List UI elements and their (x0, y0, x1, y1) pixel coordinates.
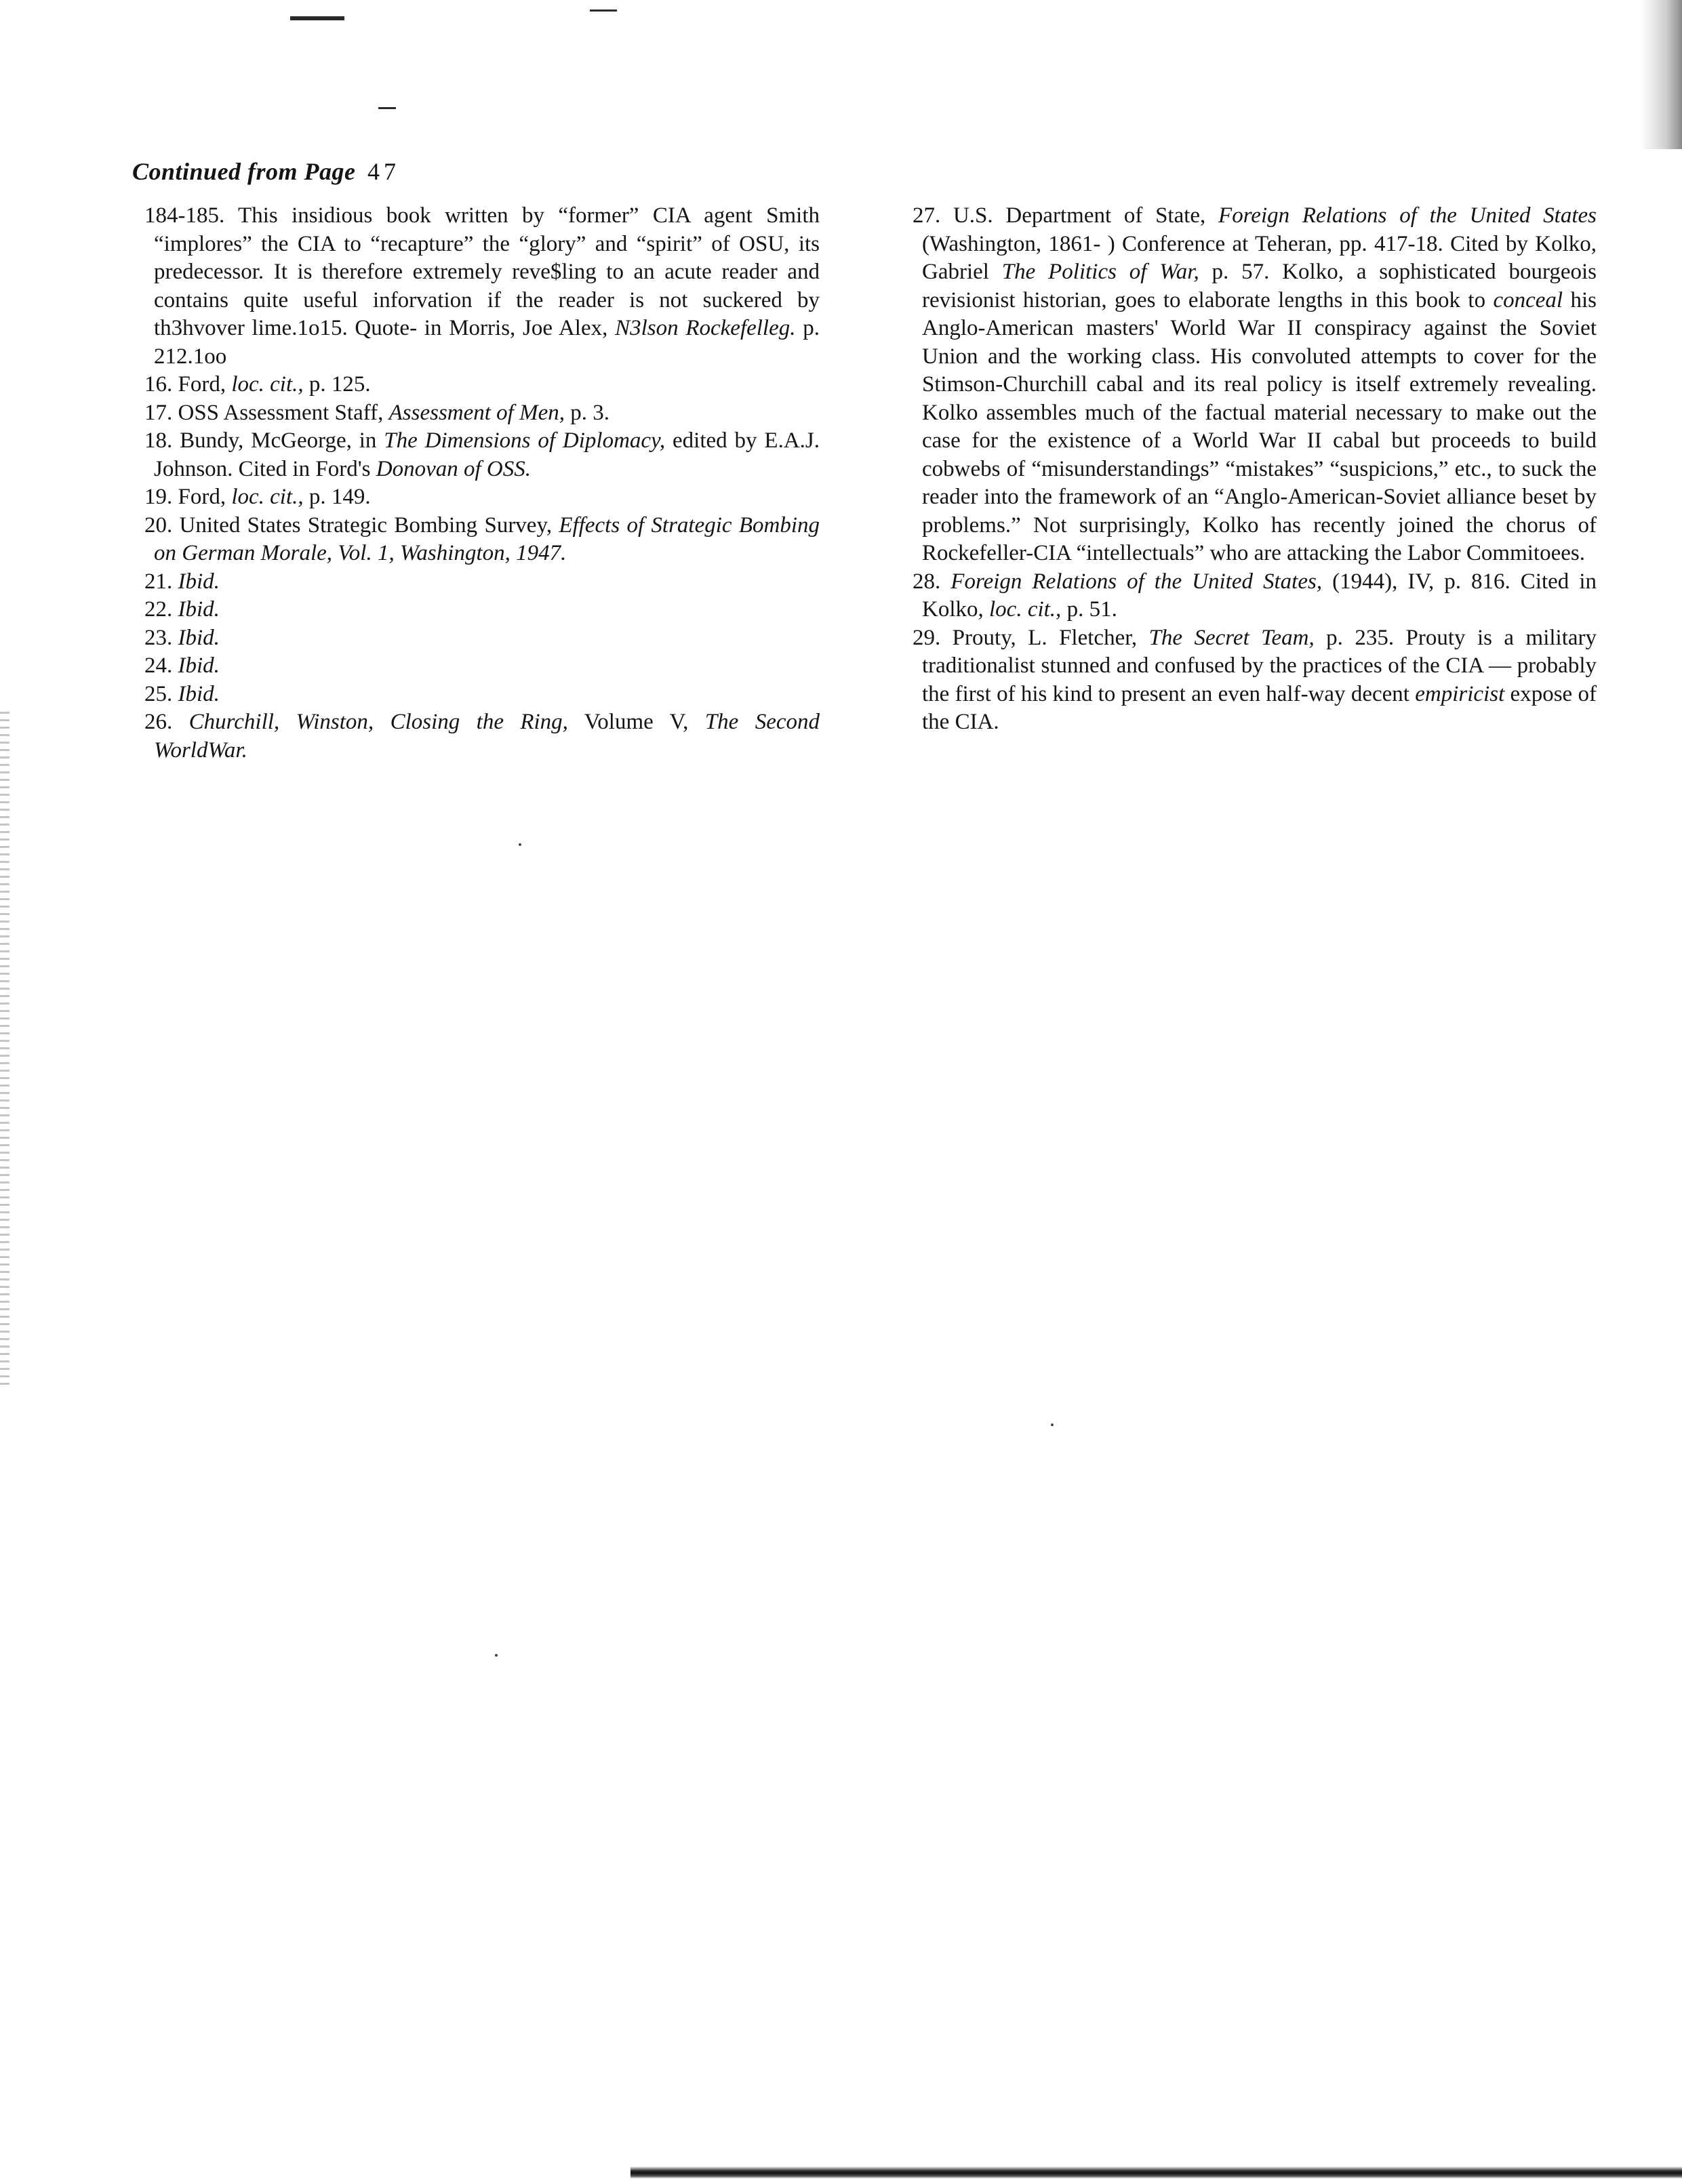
scan-smudge (378, 107, 396, 109)
footnote-italic-text: The Second WorldWar. (154, 710, 820, 763)
footnote-italic-text: loc. cit., (231, 372, 304, 397)
footnote-italic-text: Foreign Relations of the United States, (950, 569, 1323, 594)
footnote-italic-text: The Secret Team, (1148, 625, 1315, 650)
footnotes-right-column (913, 202, 1597, 737)
footnote-italic-text: N3lson Rockefelleg. (615, 316, 796, 340)
footnote-text: his Anglo-American masters' World War II conspiracy against the Soviet Union and the working class. His convoluted attempts to cover for the Stimson-Churchill cabal and its real policy is itself extremely revealing. Kolko assembles much of the factual material necessary to make out the case for the existence of a World War II cabal but proceeds to build cobwebs of “misunderstandings” “mistakes” “suspicions,” etc., to suck the reader into the framework of an “Anglo-American-Soviet alliance beset by problems.” Not surprisingly, Kolko has recently joined the chorus of Rockefeller-CIA “intellectuals” who are attacking the Labor Commitoees. (922, 287, 1597, 565)
footnote-italic-text: loc. cit., (231, 485, 304, 509)
continued-from-header (132, 157, 400, 186)
footnote (144, 427, 820, 483)
footnote-italic-text: The Politics of War, (1001, 260, 1199, 284)
footnote (913, 624, 1597, 737)
footnotes-left-column (144, 202, 820, 765)
footnote (913, 202, 1597, 568)
footnote-text: Volume V, (567, 710, 705, 734)
footnote-italic-text: Assessment of Men, (388, 400, 565, 425)
scan-speck (495, 1654, 498, 1657)
footnote-italic-text: Ibid. (178, 569, 220, 594)
footnote-italic-text: conceal (1493, 287, 1563, 312)
footnote-text: 18. Bundy, McGeorge, in (144, 428, 384, 453)
footnote (144, 371, 820, 399)
footnote-text: p. 125. (303, 372, 371, 397)
footnote (144, 483, 820, 512)
footnote-italic-text: Donovan of OSS. (376, 456, 531, 481)
footnote (144, 681, 820, 709)
footnote-text: expose of the CIA. (922, 681, 1597, 734)
scan-speck (1051, 1423, 1054, 1426)
footnote (144, 596, 820, 624)
footnote (144, 399, 820, 428)
continued-label: Continued from Page (132, 158, 356, 185)
footnote-italic-text: Ibid. (178, 597, 220, 622)
footnote-text: 20. United States Strategic Bombing Survey, (144, 512, 559, 538)
footnote (913, 568, 1597, 624)
footnote-text: 25. (144, 681, 178, 706)
footnote-text: p. 3. (565, 400, 609, 425)
footnote-text: 22. (144, 597, 178, 622)
footnote-text: 16. Ford, (144, 372, 232, 397)
scan-edge-shadow (1641, 0, 1682, 149)
footnote-text: 28. (913, 569, 951, 594)
footnote-text: p. 51. (1061, 597, 1117, 622)
footnote-text: 26. (144, 710, 189, 734)
footnote (144, 512, 820, 568)
footnote-italic-text: Effects of Strategic Bombing on German Morale, Vol. 1, Washington, 1947. (154, 512, 820, 565)
footnote (144, 568, 820, 596)
footnote-text: 17. OSS Assessment Staff, (144, 400, 389, 425)
scan-smudge (590, 9, 617, 12)
bottom-edge-rule (630, 2166, 1682, 2179)
footnote (144, 624, 820, 653)
scan-edge-perforation (0, 712, 9, 1390)
footnote-italic-text: Ibid. (178, 653, 220, 678)
footnote-text: edited by E.A.J. Johnson. Cited in Ford's (154, 428, 820, 481)
footnote (144, 652, 820, 681)
footnote-text: 19. Ford, (144, 485, 232, 509)
footnote (144, 202, 820, 371)
footnote-text: 23. (144, 625, 178, 650)
scan-speck (519, 843, 521, 846)
footnote-italic-text: Foreign Relations of the United States (1218, 203, 1597, 228)
footnote-italic-text: empiricist (1415, 681, 1505, 706)
scan-smudge (290, 16, 344, 20)
footnote-text: p. 149. (303, 485, 371, 509)
footnote-text: 184-185. This insidious book written by “former” CIA agent Smith “implores” the CIA to “recapture” the “glory” and “spirit” of OSU, its predecessor. It is therefore extremely reve$ling to an acute reader and contains quite useful inforvation if the reader is not suckered by th3hvover lime.1o15. Quote- in Morris, Joe Alex, (144, 203, 820, 340)
footnote-italic-text: Ibid. (178, 681, 220, 706)
footnote (144, 708, 820, 765)
footnote-italic-text: The Dimensions of Diplomacy, (384, 428, 666, 453)
footnote-text: p. 57. Kolko, a sophisticated bourgeois revisionist historian, goes to elaborate lengths in this book to (922, 260, 1597, 312)
footnote-text: (Washington, 1861- ) Conference at Teheran, pp. 417-18. Cited by Kolko, Gabriel (922, 231, 1597, 284)
footnote-text: 29. Prouty, L. Fletcher, (913, 625, 1149, 650)
footnote-italic-text: Churchill, Winston, Closing the Ring, (188, 710, 568, 734)
footnote-text: p. 235. Prouty is a military traditionalist stunned and confused by the practices of the CIA — probably the first of his kind to present an even half-way decent (922, 625, 1597, 706)
footnote-italic-text: loc. cit., (989, 597, 1062, 622)
footnote-text: p. 212.1oo (154, 316, 820, 369)
footnote-text: (1944), IV, p. 816. Cited in Kolko, (922, 569, 1597, 622)
footnote-italic-text: Ibid. (178, 625, 220, 650)
footnote-text: 21. (144, 569, 178, 594)
page-reference: 47 (367, 158, 401, 185)
footnote-text: 27. U.S. Department of State, (913, 203, 1219, 228)
footnote-text: 24. (144, 653, 178, 678)
